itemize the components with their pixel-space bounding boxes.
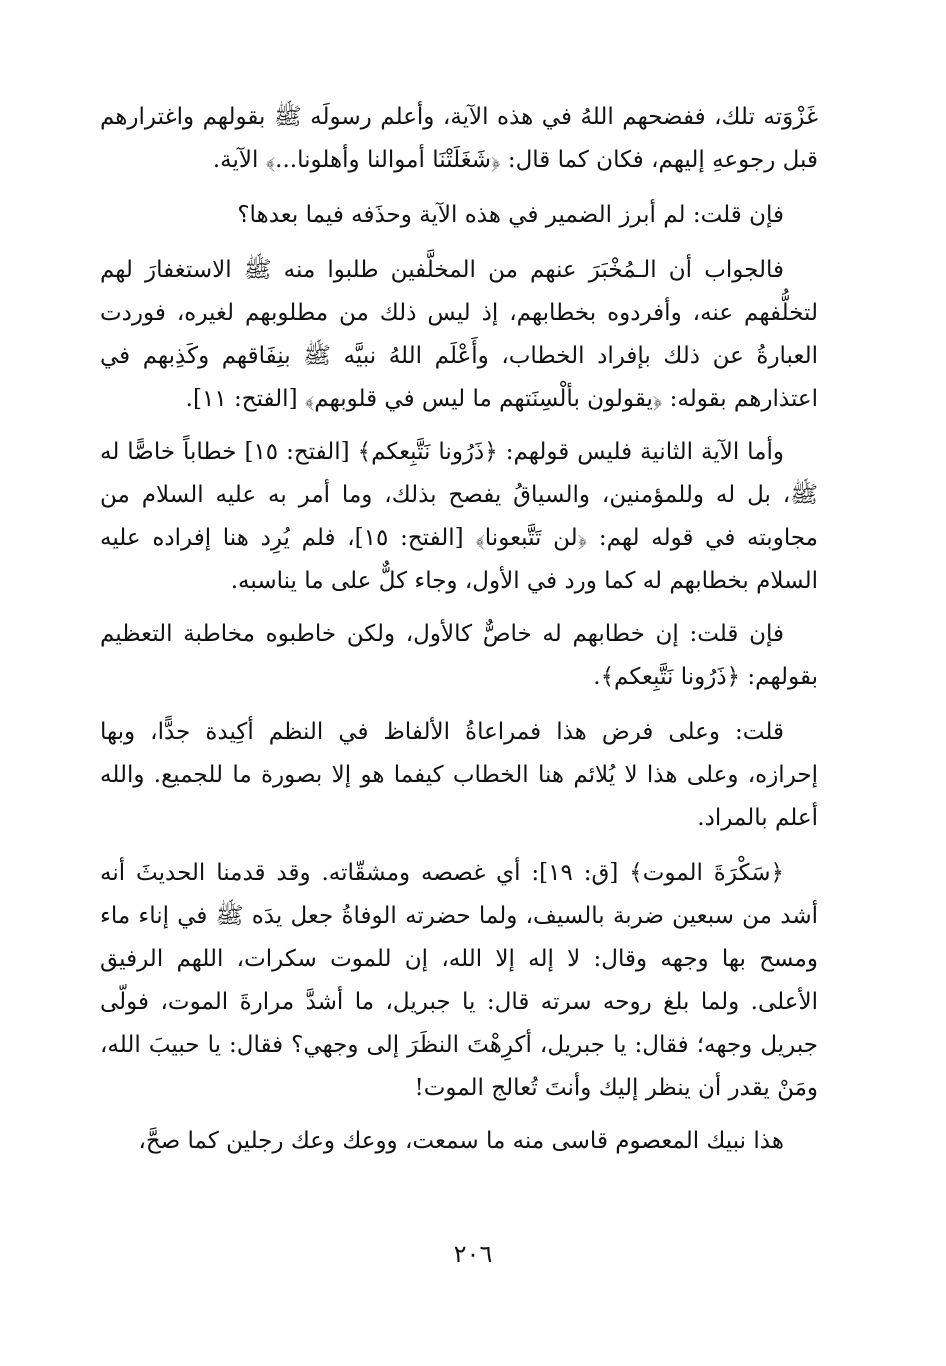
page-number: ٢٠٦ bbox=[453, 1240, 493, 1268]
page-body bbox=[100, 96, 818, 1163]
paragraph-3: فالجواب أن الـمُخْبَرَ عنهم من المخلَّفين طلبوا منه ﷺ الاستغفارَ لهم لتخلُّفهم عنه، وأفردوه بخطابهم، إذ ليس ذلك من مطلوبهم لغيره، فوردت العبارةُ عن ذلك بإفراد الخطاب، وأَعْلَم اللهُ نبيَّه ﷺ بنِفَاقهم وكَذِبهم في اعتذارهم بقوله: ﴿يقولون بألْسِنَتهم ما ليس في قلوبهم﴾ [الفتح: ١١]. bbox=[100, 257, 818, 412]
paragraph-2: فإن قلت: لم أبرز الضمير في هذه الآية وحذَفه فيما بعدها؟ bbox=[237, 202, 784, 228]
paragraph-4: وأما الآية الثانية فليس قولهم: ﴿ذَرُونا نَتَّبِعكم﴾ [الفتح: ١٥] خطاباً خاصًّا له ﷺ، بل له وللمؤمنين، والسياقُ يفصح بذلك، وما أمر به عليه السلام من مجاوبته في قوله لهم: ﴿لن تَتَّبعونا﴾ [الفتح: ١٥]، فلم يُرِد هنا إفراده عليه السلام بخطابهم له كما ورد في الأول، وجاء كلٌّ على ما يناسبه. bbox=[100, 439, 818, 594]
paragraph-5: فإن قلت: إن خطابهم له خاصٌّ كالأول، ولكن خاطبوه مخاطبة التعظيم بقولهم: ﴿ذَرُونا نَتَّبِعكم﴾. bbox=[100, 621, 818, 690]
paragraph-6: قلت: وعلى فرض هذا فمراعاةُ الألفاظ في النظم أكِيدة جدًّا، وبها إحرازه، وعلى هذا لا يُلائم هنا الخطاب كيفما هو إلا بصورة ما للجميع. والله أعلم بالمراد. bbox=[100, 719, 818, 831]
paragraph-8: هذا نبيك المعصوم قاسى منه ما سمعت، ووعك وعك رجلين كما صحَّ، bbox=[138, 1128, 784, 1154]
paragraph-7: ﴿سَكْرَةَ الموت﴾ [ق: ١٩]: أي غصصه ومشقّاته. وقد قدمنا الحديثَ أنه أشد من سبعين ضربة بالسيف، ولما حضرته الوفاةُ جعل يدَه ﷺ في إناء ماء ومسح بها وجهه وقال: لا إله إلا الله، إن للموت سكرات، اللهم الرفيق الأعلى. ولما بلغ روحه سرته قال: يا جبريل، ما أشدَّ مرارةَ الموت، فولّى جبريل وجهه؛ فقال: يا جبريل، أكرِهْتَ النظَرَ إلى وجهي؟ فقال: يا حبيبَ الله، ومَنْ يقدر أن ينظر إليك وأنتَ تُعالج الموت! bbox=[100, 860, 818, 1101]
paragraph-1: غَزْوَته تلك، ففضحهم اللهُ في هذه الآية، وأعلم رسولَه ﷺ بقولهم واغترارهم قبل رجوعهِ إليهم، فكان كما قال: ﴿شَغَلَتْنَا أموالنا وأهلونا...﴾ الآية. bbox=[100, 104, 818, 173]
